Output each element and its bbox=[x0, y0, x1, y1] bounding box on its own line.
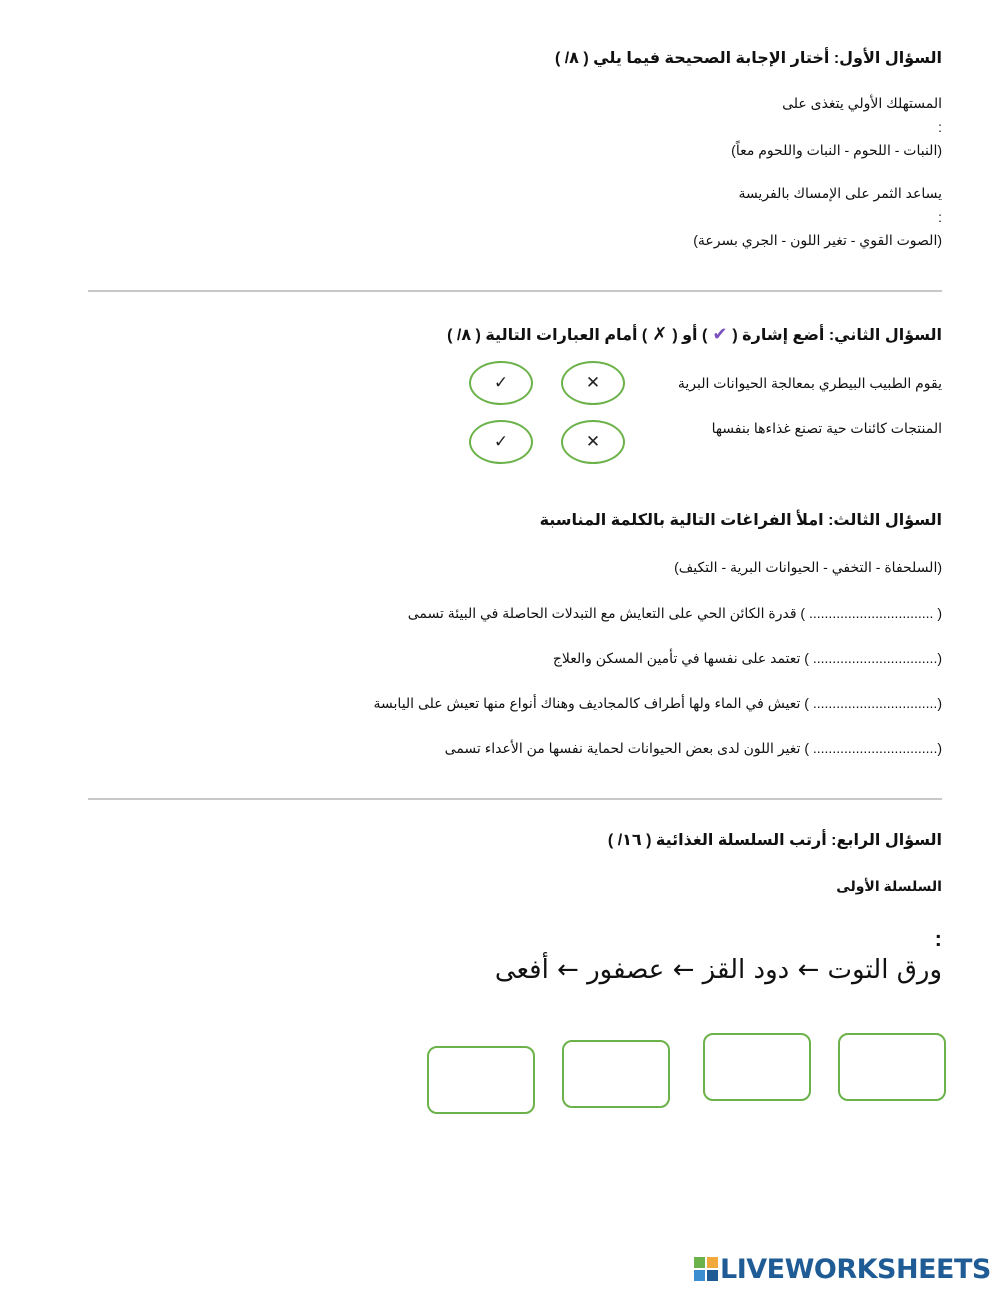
q2-heading bbox=[447, 324, 942, 345]
q2-statement-1: يقوم الطبيب البيطري بمعالجة الحيوانات البرية bbox=[677, 375, 942, 391]
answer-box-2[interactable] bbox=[703, 1033, 811, 1101]
q4-colon: : bbox=[934, 926, 942, 951]
true-option-1[interactable] bbox=[469, 361, 533, 405]
q4-heading: السؤال الرابع: أرتب السلسلة الغذائية ( ١٦/ ) bbox=[607, 832, 942, 849]
brand-logo-icon bbox=[694, 1257, 718, 1281]
q2-statement-2: المنتجات كائنات حية تصنع غذاءها بنفسها bbox=[711, 420, 942, 436]
q3-word-bank: (السلحفاة - التخفي - الحيوانات البرية - التكيف) bbox=[674, 559, 942, 575]
q4-subheading: السلسلة الأولى bbox=[836, 878, 942, 894]
brand-name: LIVEWORKSHEETS bbox=[720, 1253, 991, 1285]
tick-icon: ✓ bbox=[493, 432, 509, 451]
answer-box-4[interactable] bbox=[427, 1046, 535, 1114]
q1-heading: السؤال الأول: أختار الإجابة الصحيحة فيما يلي ( ٨/ ) bbox=[554, 50, 942, 67]
answer-box-1[interactable] bbox=[838, 1033, 946, 1101]
q1-item2-colon: : bbox=[938, 209, 942, 225]
true-option-2[interactable] bbox=[469, 420, 533, 464]
q2-heading-start: السؤال الثاني: أضع إشارة ( bbox=[732, 326, 942, 344]
q2-heading-end: ) أمام العبارات التالية ( ٨/ ) bbox=[447, 326, 648, 344]
tick-icon: ✓ bbox=[493, 373, 509, 392]
q1-item1-stem: المستهلك الأولي يتغذى على bbox=[782, 95, 942, 111]
q1-item1-options[interactable]: (النبات - اللحوم - النبات واللحوم معاً) bbox=[731, 142, 942, 158]
q3-blank-4[interactable]: (................................ ) تغير اللون لدى بعض الحيوانات لحماية نفسها من الأعداء تسمى bbox=[444, 740, 942, 756]
false-option-1[interactable] bbox=[561, 361, 625, 405]
cross-icon: ✗ bbox=[652, 324, 668, 344]
cross-icon: ✕ bbox=[585, 373, 601, 392]
cross-icon: ✕ bbox=[585, 432, 601, 451]
q1-item2-options[interactable]: (الصوت القوي - تغير اللون - الجري بسرعة) bbox=[693, 232, 942, 248]
food-chain-text: ورق التوت ← دود القز ← عصفور ← أفعى bbox=[494, 955, 942, 985]
q3-blank-2[interactable]: (................................ ) تعتمد على نفسها في تأمين المسكن والعلاج bbox=[552, 650, 942, 666]
q3-blank-1[interactable]: ( ................................ ) قدرة الكائن الحي على التعايش مع التبدلات الحاصلة في البيئة تسمى bbox=[407, 605, 942, 621]
q3-heading: السؤال الثالث: املأ الفراغات التالية بالكلمة المناسبة bbox=[539, 512, 942, 529]
liveworksheets-logo bbox=[694, 1254, 991, 1284]
false-option-2[interactable] bbox=[561, 420, 625, 464]
section-divider bbox=[88, 798, 942, 800]
q3-blank-3[interactable]: (................................ ) تعيش في الماء ولها أطراف كالمجاديف وهناك أنواع منها تعيش على اليابسة bbox=[373, 695, 942, 711]
q1-item1-colon: : bbox=[938, 119, 942, 135]
section-divider bbox=[88, 290, 942, 292]
answer-box-3[interactable] bbox=[562, 1040, 670, 1108]
checkmark-icon: ✔ bbox=[712, 324, 728, 344]
q1-item2-stem: يساعد الثمر على الإمساك بالفريسة bbox=[738, 185, 942, 201]
q2-heading-mid: ) أو ( bbox=[672, 326, 708, 344]
